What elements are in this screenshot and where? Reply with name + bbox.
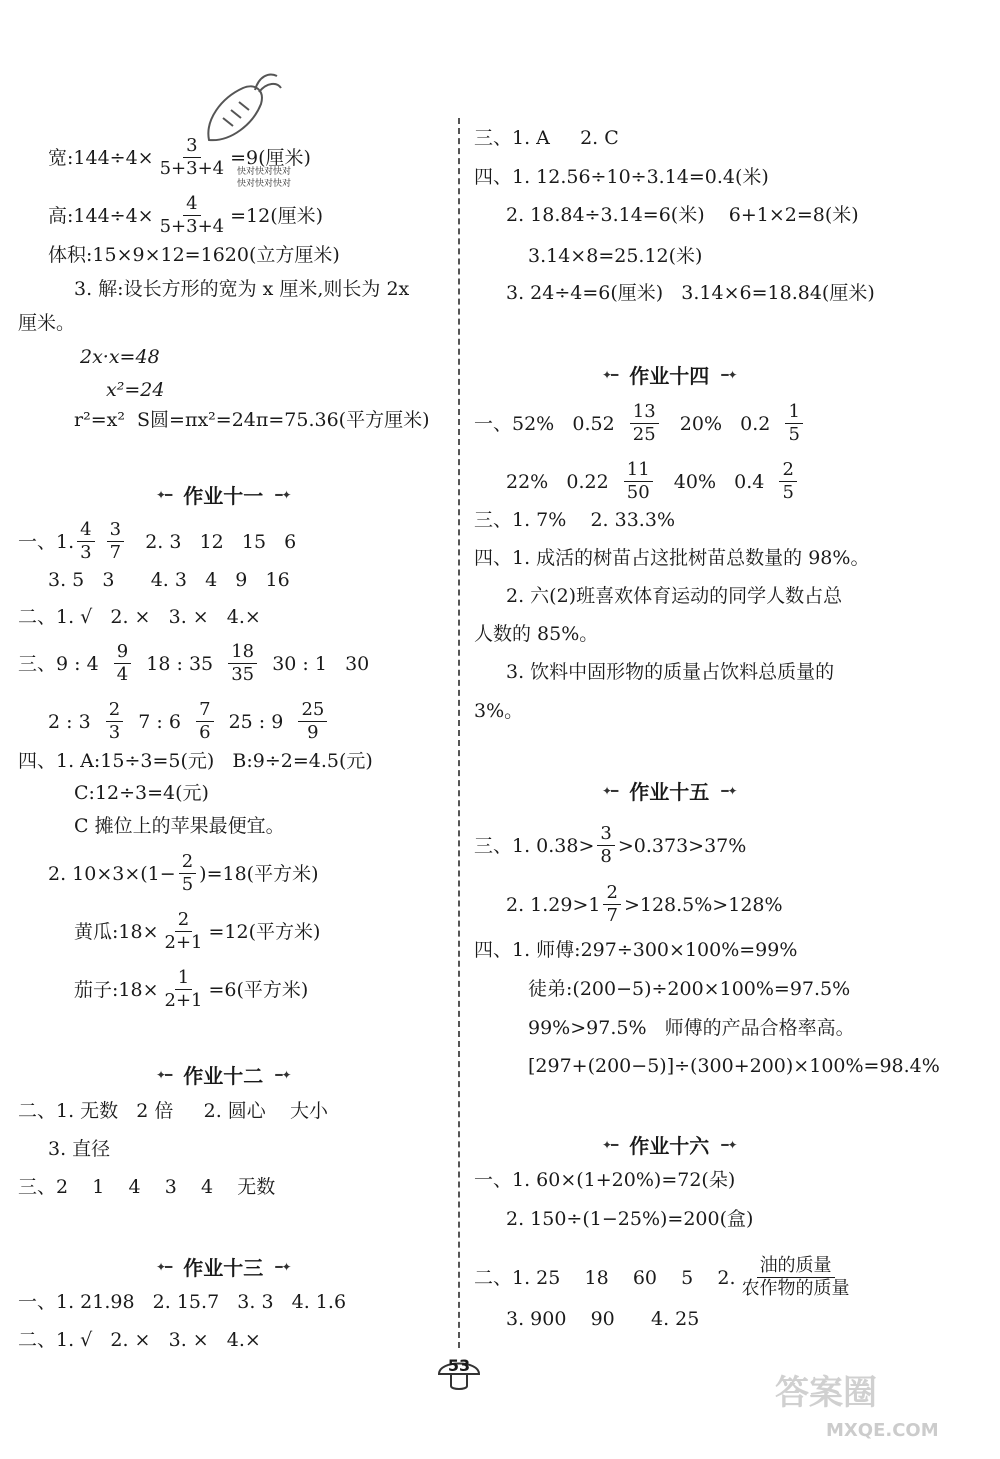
fraction: $\frac{18}{35}$ [228,642,257,685]
answer-line: 3. 饮料中固形物的质量占饮料总质量的 [506,661,835,683]
answer-line: 三、2 1 4 3 4 无数 [18,1176,276,1198]
answer-line: 2. 1.29>1 $\frac{2}{7}$ >128.5%>128% [506,882,783,926]
answer-line: 3. 900 90 4. 25 [506,1308,700,1330]
ornament-icon: ━✦ [721,783,737,798]
fraction: $\frac{2}{5}$ [179,852,196,895]
width-calc: 宽:144÷4× $\frac{3}{5+3+4}$ =9(厘米) [48,135,311,179]
fraction: $\frac{9}{4}$ [114,642,131,685]
answer-line: 徒弟:(200−5)÷200×100%=97.5% [528,978,851,1000]
answer-line: 茄子:18× $\frac{1}{2+1}$ =6(平方米) [74,967,309,1011]
answer-line: 四、1. 12.56÷10÷3.14=0.4(米) [474,166,769,188]
ornament-icon: ✦━ [156,1067,172,1082]
fraction: $\frac{4}{5+3+4}$ [159,193,225,237]
q3-line: 3. 解:设长方形的宽为 x 厘米,则长为 2x [74,278,410,300]
ornament-icon: ✦━ [602,1137,618,1152]
ornament-icon: ✦━ [156,1259,172,1274]
answer-line: 2. 18.84÷3.14=6(米) 6+1×2=8(米) [506,204,859,226]
fraction: $\frac{2}{2+1}$ [164,909,203,953]
fraction: $\frac{2}{7}$ [603,883,620,926]
answer-line: 二、1. √ 2. × 3. × 4.× [18,1329,261,1351]
equation: r²=x² S圆=πx²=24π=75.36(平方厘米) [74,409,430,431]
fraction: $\frac{\text{油的质量}}{\text{农作物的质量}}$ [741,1255,850,1299]
answer-line: 3%。 [474,700,524,722]
answer-line: 一、1. 60×(1+20%)=72(朵) [474,1169,736,1191]
answer-line: 3. 直径 [48,1138,111,1160]
answer-line: 二、1. 无数 2 倍 2. 圆心 大小 [18,1100,328,1122]
fraction: $\frac{7}{6}$ [196,700,213,743]
watermark-text: MXQE.COM [826,1420,939,1441]
answer-line: 3. 5 3 4. 3 4 9 16 [48,569,290,591]
answer-line: 三、1. 7% 2. 33.3% [474,509,675,531]
volume-line: 体积:15×9×12=1620(立方厘米) [48,244,340,266]
answer-line: 3.14×8=25.12(米) [528,245,703,267]
answer-line: 一、52% 0.52 $\frac{13}{25}$ 20% 0.2 $\frac{1}{5}$ [474,402,806,445]
stamp-text: 快对快对快对 [237,179,292,189]
stamp-text: 快对快对快对 [237,167,292,177]
answer-line: 二、1. 25 18 60 5 2. $\frac{\text{油的质量}}{\text{农作物的质量}}$ [474,1256,856,1299]
answer-line: [297+(200−5)]÷(300+200)×100%=98.4% [528,1055,940,1077]
height-calc: 高:144÷4× $\frac{4}{5+3+4}$ =12(厘米) [48,193,324,237]
fraction: $\frac{1}{5}$ [785,402,802,445]
column-divider [458,118,460,1348]
answer-line: 三、1. 0.38> $\frac{3}{8}$ >0.373>37% [474,823,747,867]
answer-line: 99%>97.5% 师傅的产品合格率高。 [528,1017,855,1039]
answer-line: 3. 24÷4=6(厘米) 3.14×6=18.84(厘米) [506,282,875,304]
ornament-icon: ━✦ [275,487,291,502]
fraction: $\frac{3}{5+3+4}$ [159,135,225,179]
answer-line: C 摊位上的苹果最便宜。 [74,815,285,837]
answer-line: 2 : 3 $\frac{2}{3}$ 7 : 6 $\frac{7}{6}$ 25 : 9 $\frac{25}{9}$ [48,700,330,743]
section-heading: ✦━ 作业十二 ━✦ [156,1064,291,1088]
ornament-icon: ✦━ [602,367,618,382]
answer-line: 三、9 : 4 $\frac{9}{4}$ 18 : 35 $\frac{18}{35}$ 30 : 1 30 [18,641,370,685]
equation: x²=24 [106,379,165,401]
fraction: $\frac{25}{9}$ [298,700,327,743]
ornament-icon: ━✦ [275,1067,291,1082]
watermark-logo: 答案圈 [775,1373,877,1413]
fraction: $\frac{2}{5}$ [779,460,796,503]
fraction: $\frac{13}{25}$ [630,402,659,445]
answer-line: 黄瓜:18× $\frac{2}{2+1}$ =12(平方米) [74,909,321,953]
answer-line: 四、1. 师傅:297÷300×100%=99% [474,939,798,961]
answer-line: 2. 六(2)班喜欢体育运动的同学人数占总 [506,585,843,607]
equation: 2x·x=48 [80,346,160,368]
q3-line: 厘米。 [18,312,76,334]
fraction: $\frac{11}{50}$ [624,460,653,503]
answer-line: 三、1. A 2. C [474,127,619,149]
section-heading: ✦━ 作业十五 ━✦ [602,780,737,804]
fraction: $\frac{3}{7}$ [107,520,124,563]
section-heading: ✦━ 作业十三 ━✦ [156,1256,291,1280]
answer-line: 二、1. √ 2. × 3. × 4.× [18,606,261,628]
answer-line: 一、1. 21.98 2. 15.7 3. 3 4. 1.6 [18,1291,347,1313]
answer-line: 2. 150÷(1−25%)=200(盒) [506,1208,754,1230]
ornament-icon: ━✦ [721,367,737,382]
answer-line: 四、1. 成活的树苗占这批树苗总数量的 98%。 [474,547,870,569]
section-heading: ✦━ 作业十一 ━✦ [156,484,291,508]
answer-line: 人数的 85%。 [474,623,599,645]
ornament-icon: ━✦ [721,1137,737,1152]
answer-line: 四、1. A:15÷3=5(元) B:9÷2=4.5(元) [18,750,373,772]
section-heading: ✦━ 作业十六 ━✦ [602,1134,737,1158]
fraction: $\frac{3}{8}$ [597,824,614,867]
answer-line: 一、1. $\frac{4}{3}$ $\frac{3}{7}$ 2. 3 12 15 6 [18,519,297,563]
answer-line: 22% 0.22 $\frac{11}{50}$ 40% 0.4 $\frac{2}{5}$ [506,460,800,503]
ornament-icon: ✦━ [602,783,618,798]
ornament-icon: ✦━ [156,487,172,502]
answer-line: 2. 10×3×(1− $\frac{2}{5}$ )=18(平方米) [48,851,319,895]
fraction: $\frac{4}{3}$ [77,520,94,563]
fraction: $\frac{2}{3}$ [106,700,123,743]
fraction: $\frac{1}{2+1}$ [164,967,203,1011]
answer-line: C:12÷3=4(元) [74,782,209,804]
section-heading: ✦━ 作业十四 ━✦ [602,364,737,388]
ornament-icon: ━✦ [275,1259,291,1274]
page-number: 53 [447,1356,471,1375]
